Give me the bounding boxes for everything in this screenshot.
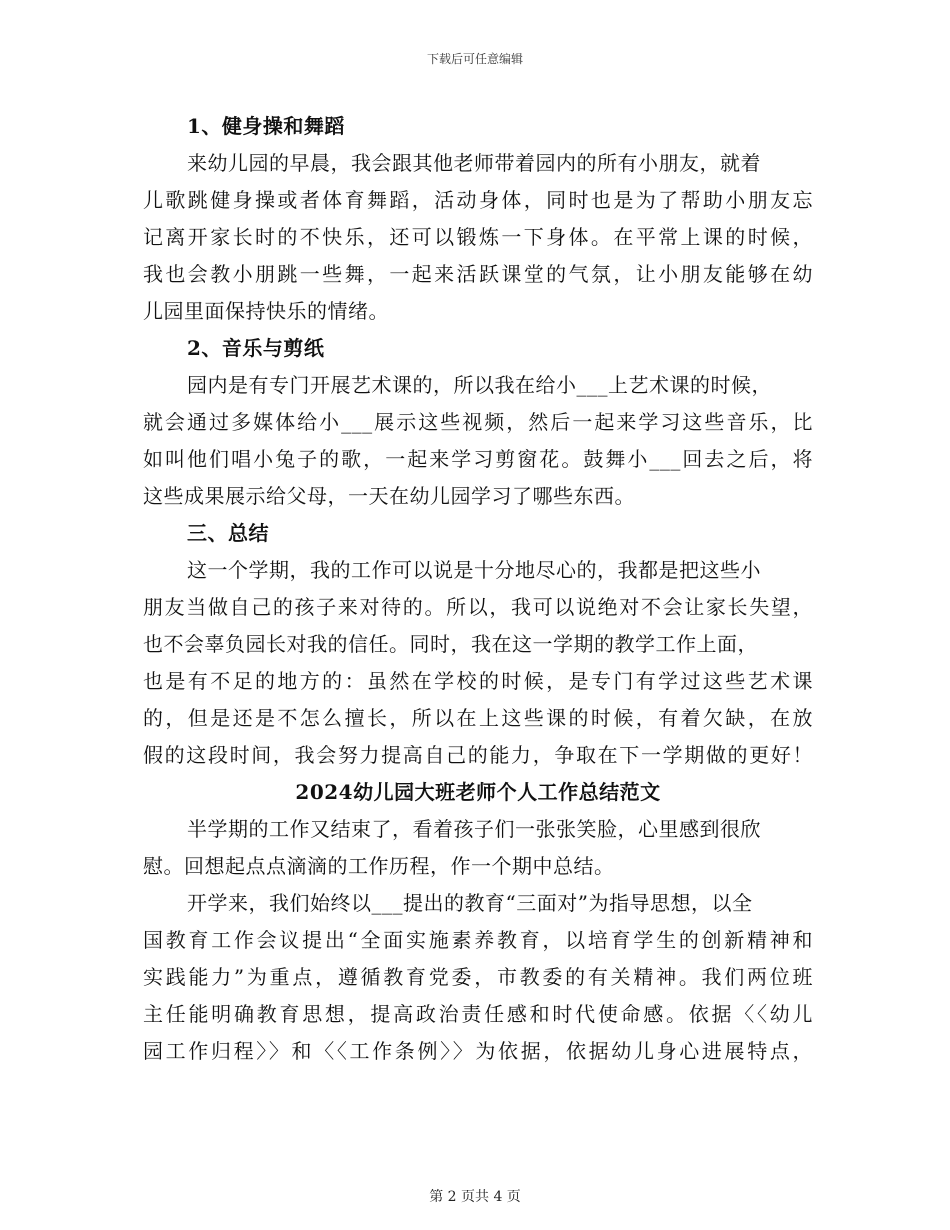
text-line: 开学来，我们始终以___提出的教育“三面对”为指导思想，以全 xyxy=(187,891,753,915)
text-line: 记离开家长时的不快乐，还可以锻炼一下身体。在平常上课的时候， xyxy=(143,225,813,249)
document-title: 2024幼儿园大班老师个人工作总结范文 xyxy=(295,780,661,804)
text-line: 半学期的工作又结束了，看着孩子们一张张笑脸，心里感到很欣 xyxy=(187,817,761,841)
text-line: 主任能明确教育思想，提高政治责任感和时代使命感。依据〈〈幼儿 xyxy=(143,1002,813,1026)
text-line: 儿歌跳健身操或者体育舞蹈，活动身体，同时也是为了帮助小朋友忘 xyxy=(143,188,813,212)
text-line: 慰。回想起点点滴滴的工作历程，作一个期中总结。 xyxy=(143,854,615,878)
text-line: 儿园里面保持快乐的情绪。 xyxy=(143,299,389,323)
section-heading: 1、健身操和舞蹈 xyxy=(187,114,345,138)
page-header: 下载后可任意编辑 xyxy=(426,52,523,66)
document-body xyxy=(143,108,813,1070)
text-line: 假的这段时间，我会努力提高自己的能力，争取在下一学期做的更好！ xyxy=(143,743,813,767)
text-line: 园内是有专门开展艺术课的，所以我在给小___上艺术课的时候， xyxy=(187,373,772,397)
text-line: 朋友当做自己的孩子来对待的。所以，我可以说绝对不会让家长失望， xyxy=(143,595,813,619)
section-heading: 2、音乐与剪纸 xyxy=(187,336,325,360)
text-line: 如叫他们唱小兔子的歌，一起来学习剪窗花。鼓舞小___回去之后，将 xyxy=(143,447,813,471)
text-line: 就会通过多媒体给小___展示这些视频，然后一起来学习这些音乐，比 xyxy=(143,410,813,434)
text-line: 园工作归程〉〉和〈〈工作条例〉〉为依据，依据幼儿身心进展特点， xyxy=(143,1039,813,1063)
text-line: 来幼儿园的早晨，我会跟其他老师带着园内的所有小朋友，就着 xyxy=(187,151,761,175)
text-line: 这一个学期，我的工作可以说是十分地尽心的，我都是把这些小 xyxy=(187,558,761,582)
text-line: 国教育工作会议提出“全面实施素养教育，以培育学生的创新精神和 xyxy=(143,928,813,952)
text-line: 也不会辜负园长对我的信任。同时，我在这一学期的教学工作上面， xyxy=(143,632,758,656)
page-footer: 第 2 页共 4 页 xyxy=(429,1189,521,1205)
text-line: 的，但是还是不怎么擅长，所以在上这些课的时候，有着欠缺，在放 xyxy=(143,706,813,730)
text-line: 我也会教小朋跳一些舞，一起来活跃课堂的气氛，让小朋友能够在幼 xyxy=(143,262,813,286)
section-heading: 三、总结 xyxy=(187,521,269,545)
text-line: 实践能力”为重点，遵循教育党委，市教委的有关精神。我们两位班 xyxy=(143,965,813,989)
text-line: 也是有不足的地方的：虽然在学校的时候，是专门有学过这些艺术课 xyxy=(143,669,813,693)
text-line: 这些成果展示给父母，一天在幼儿园学习了哪些东西。 xyxy=(143,484,635,508)
